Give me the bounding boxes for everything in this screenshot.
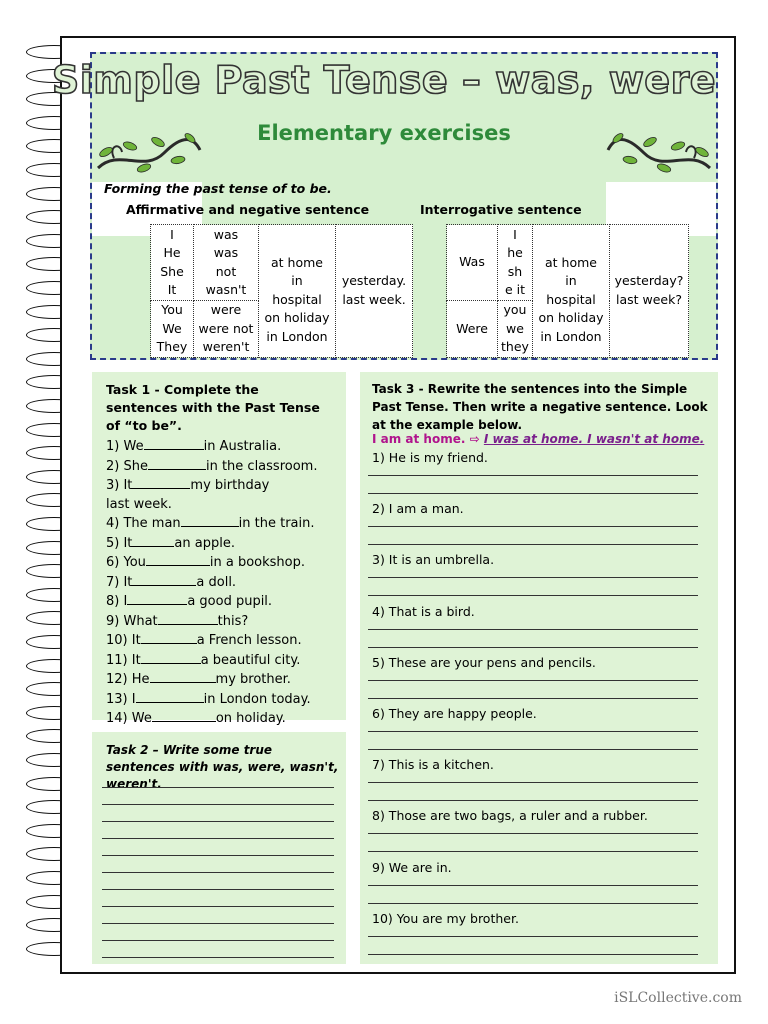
- aff-place: on holiday: [264, 310, 330, 325]
- writing-line[interactable]: [102, 855, 334, 856]
- int-place: on holiday: [538, 310, 604, 325]
- task1-item: [106, 457, 317, 477]
- aff-verb: weren't: [202, 339, 250, 354]
- aff-place: at home: [271, 254, 323, 270]
- task1-item-start: 10) It: [106, 633, 141, 648]
- writing-line[interactable]: [368, 544, 698, 545]
- task2-heading-line: weren't.: [106, 777, 162, 791]
- int-place: hospital: [546, 291, 596, 307]
- task2-heading: [106, 742, 338, 793]
- task1-item: [106, 476, 317, 496]
- writing-line[interactable]: [368, 954, 698, 955]
- task3-item: 8) Those are two bags, a ruler and a rubber.: [372, 808, 648, 824]
- writing-line[interactable]: [102, 889, 334, 890]
- writing-line[interactable]: [102, 838, 334, 839]
- aff-place: hospital: [272, 291, 322, 307]
- answer-blank[interactable]: [144, 437, 204, 450]
- int-subj-cell-1: [498, 225, 533, 301]
- writing-line[interactable]: [368, 475, 698, 476]
- int-subj: e it: [504, 282, 526, 297]
- aff-place: in London: [266, 328, 328, 344]
- task3-heading: [372, 380, 708, 434]
- writing-line[interactable]: [368, 577, 698, 578]
- task1-item-start: 7) It: [106, 574, 133, 590]
- task1-item-end: in a bookshop.: [209, 555, 306, 570]
- task1-item: [106, 553, 317, 573]
- task1-item: [106, 514, 317, 534]
- writing-line[interactable]: [368, 936, 698, 937]
- int-place: in London: [540, 328, 602, 344]
- task1-item-end: in the classroom.: [205, 458, 318, 474]
- task1-item: [106, 651, 317, 671]
- task1-item-end: a French lesson.: [196, 633, 302, 648]
- writing-line[interactable]: [102, 821, 334, 822]
- task1-heading-line: Task 1 - Complete the: [106, 382, 259, 397]
- answer-blank[interactable]: [132, 573, 196, 586]
- page-subtitle: Elementary exercises: [257, 121, 511, 145]
- int-time: yesterday?: [614, 273, 684, 289]
- writing-line[interactable]: [102, 957, 334, 958]
- writing-line[interactable]: [368, 647, 698, 648]
- aff-verb: wasn't: [205, 282, 247, 297]
- task2-heading-line: Task 2 – Write some true: [106, 743, 273, 757]
- task3-heading-line: Past Tense. Then write a negative sentence. Look: [372, 400, 708, 414]
- writing-line[interactable]: [368, 680, 698, 681]
- task1-item: [106, 592, 317, 612]
- task3-item: 2) I am a man.: [372, 501, 464, 517]
- task1-item-end: on holiday.: [215, 711, 286, 726]
- task3-item: 4) That is a bird.: [372, 603, 475, 619]
- task1-item-end: a doll.: [196, 574, 237, 590]
- task1-item-end: an apple.: [174, 535, 235, 551]
- task1-item-end: a good pupil.: [187, 594, 273, 609]
- aff-verb-cell-2: [194, 301, 259, 358]
- aff-subj: They: [156, 339, 188, 354]
- task1-heading: [106, 381, 320, 435]
- int-verb: Were: [456, 320, 488, 336]
- task3-item: 10) You are my brother.: [372, 910, 519, 926]
- task3-item: 1) He is my friend.: [372, 450, 488, 465]
- aff-subj: You: [161, 302, 183, 317]
- int-time-cell: [610, 225, 689, 358]
- task1-item-start: 8) I: [106, 594, 128, 609]
- writing-line[interactable]: [102, 923, 334, 924]
- writing-line[interactable]: [102, 804, 334, 805]
- task3-item: 6) They are happy people.: [372, 706, 537, 721]
- writing-line[interactable]: [102, 872, 334, 873]
- writing-line[interactable]: [368, 833, 698, 834]
- task1-item-start: 12) He: [106, 672, 150, 687]
- answer-blank[interactable]: [132, 476, 190, 489]
- writing-line[interactable]: [368, 595, 698, 596]
- task1-heading-line: of “to be”.: [106, 418, 182, 433]
- writing-line[interactable]: [368, 698, 698, 699]
- writing-line[interactable]: [368, 782, 698, 783]
- task1-item-start: 2) She: [106, 458, 148, 474]
- task1-item-end: a beautiful city.: [200, 652, 301, 668]
- answer-blank[interactable]: [141, 631, 197, 644]
- task1-item-start: 4) The man: [106, 516, 181, 531]
- answer-blank[interactable]: [158, 612, 218, 625]
- int-subj: they: [501, 339, 529, 354]
- task1-item: [106, 631, 317, 651]
- aff-subj: It: [167, 282, 177, 297]
- int-subj: you: [503, 302, 527, 317]
- int-subj: I: [513, 226, 517, 242]
- task1-item-end: my birthday: [190, 478, 270, 493]
- task1-item-start: 1) We: [106, 439, 144, 454]
- answer-blank[interactable]: [181, 514, 239, 527]
- int-subj: we: [506, 320, 524, 336]
- example-answer: I was at home. I wasn't at home.: [483, 432, 705, 446]
- task3-item: 3) It is an umbrella.: [372, 552, 495, 568]
- int-place-cell: [533, 225, 610, 358]
- aff-time-cell: [336, 225, 413, 358]
- task1-item: [106, 437, 317, 457]
- task1-item-start: 5) It: [106, 535, 133, 551]
- answer-blank[interactable]: [148, 457, 206, 470]
- task1-item: [106, 496, 317, 515]
- writing-line[interactable]: [368, 731, 698, 732]
- int-subj: sh: [507, 263, 523, 279]
- page-title: Simple Past Tense – was, were: [51, 58, 717, 102]
- aff-verb-cell-1: [194, 225, 259, 301]
- interrogative-label: Interrogative sentence: [420, 202, 582, 217]
- answer-blank[interactable]: [136, 690, 204, 703]
- task3-item: 9) We are in.: [372, 859, 452, 875]
- writing-line[interactable]: [102, 787, 334, 788]
- task3-heading-line: Task 3 - Rewrite the sentences into the Simple: [372, 382, 688, 396]
- aff-subj-cell-2: [151, 301, 194, 358]
- aff-verb: was: [213, 245, 239, 260]
- task1-list: [106, 437, 317, 729]
- task1-item: [106, 573, 317, 593]
- task1-item-start: 3) It: [106, 478, 133, 493]
- aff-time: yesterday.: [341, 273, 407, 289]
- task1-item-start: 11) It: [106, 652, 141, 668]
- int-verb: Was: [459, 254, 485, 270]
- example-prompt: I am at home.: [372, 432, 466, 446]
- int-subj-cell-2: [498, 301, 533, 358]
- writing-line[interactable]: [368, 749, 698, 750]
- int-subj: he: [507, 245, 523, 260]
- int-time: last week?: [616, 291, 682, 307]
- task3-item: 7) This is a kitchen.: [372, 757, 494, 773]
- affirmative-table: [150, 224, 413, 358]
- writing-line[interactable]: [368, 885, 698, 886]
- task1-item-start: last week.: [106, 496, 172, 512]
- aff-subj: We: [162, 320, 182, 336]
- answer-blank[interactable]: [132, 534, 174, 547]
- aff-subj: She: [160, 263, 184, 279]
- task1-item-end: in London today.: [203, 691, 311, 707]
- writing-line[interactable]: [102, 940, 334, 941]
- task1-item: [106, 670, 317, 690]
- affirmative-label: Affirmative and negative sentence: [126, 202, 370, 217]
- task1-item-end: in the train.: [238, 516, 315, 531]
- aff-subj-cell-1: [151, 225, 194, 301]
- aff-time: last week.: [342, 291, 406, 307]
- answer-blank[interactable]: [127, 592, 187, 605]
- interrogative-table: [446, 224, 689, 358]
- writing-line[interactable]: [368, 800, 698, 801]
- writing-line[interactable]: [102, 906, 334, 907]
- footer-credit: iSLCollective.com: [614, 990, 742, 1006]
- int-place: at home: [545, 254, 597, 270]
- task3-heading-line: at the example below.: [372, 418, 523, 432]
- answer-blank[interactable]: [152, 709, 216, 722]
- arrow-right-icon: ⇨: [469, 432, 480, 446]
- int-place: in: [565, 273, 577, 288]
- writing-line[interactable]: [368, 629, 698, 630]
- task1-heading-line: sentences with the Past Tense: [106, 400, 320, 415]
- task3-item: 5) These are your pens and pencils.: [372, 654, 596, 670]
- aff-subj: I: [170, 226, 174, 242]
- answer-blank[interactable]: [141, 651, 201, 664]
- aff-verb: not: [215, 263, 237, 279]
- task2-heading-line: sentences with was, were, wasn't,: [106, 760, 339, 774]
- task1-item-start: 9) What: [106, 613, 158, 629]
- answer-blank[interactable]: [146, 553, 210, 566]
- aff-place-cell: [259, 225, 336, 358]
- forming-intro: Forming the past tense of to be.: [104, 181, 332, 196]
- writing-line[interactable]: [368, 526, 698, 527]
- aff-subj: He: [163, 245, 181, 260]
- writing-line[interactable]: [368, 903, 698, 904]
- task1-item-end: my brother.: [215, 672, 291, 687]
- answer-blank[interactable]: [150, 670, 216, 683]
- aff-verb: were: [210, 302, 242, 317]
- task3-example: [372, 432, 704, 446]
- task1-item-end: this?: [217, 613, 249, 629]
- task1-item-start: 14) We: [106, 711, 152, 726]
- task1-item: [106, 612, 317, 632]
- task1-item: [106, 690, 317, 710]
- int-verb-cell-2: [447, 301, 498, 358]
- task1-item: [106, 709, 317, 729]
- writing-line[interactable]: [368, 493, 698, 494]
- task1-item-start: 6) You: [106, 555, 146, 570]
- aff-verb: were not: [198, 320, 254, 336]
- task1-item-end: in Australia.: [203, 439, 282, 454]
- task1-item-start: 13) I: [106, 691, 136, 707]
- writing-line[interactable]: [368, 851, 698, 852]
- task1-item: [106, 534, 317, 554]
- aff-verb: was: [213, 226, 239, 242]
- aff-place: in: [291, 273, 303, 288]
- int-verb-cell-1: [447, 225, 498, 301]
